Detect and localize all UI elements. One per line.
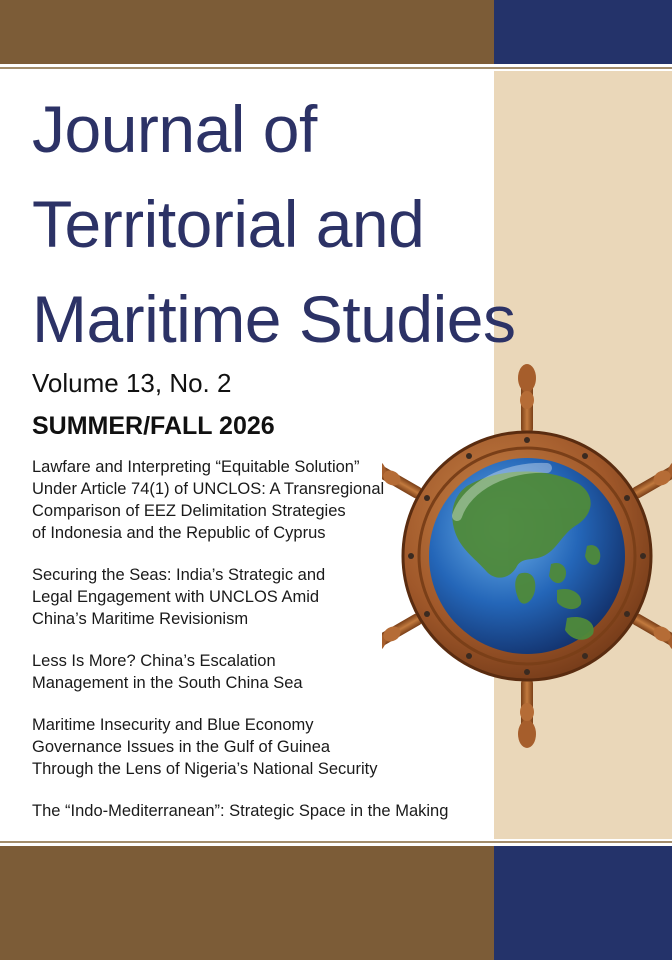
article-title-line: Through the Lens of Nigeria’s National Security bbox=[32, 760, 378, 778]
bottom-color-band bbox=[0, 846, 672, 960]
article-title-line: Governance Issues in the Gulf of Guinea bbox=[32, 738, 331, 756]
article-title-line: China’s Maritime Revisionism bbox=[32, 610, 249, 628]
article-title-line: The “Indo-Mediterranean”: Strategic Space in the Making bbox=[32, 802, 449, 820]
bottom-brown-block bbox=[0, 846, 494, 960]
journal-title-line-2: Territorial and bbox=[32, 187, 425, 261]
article-title-line: Securing the Seas: India’s Strategic and bbox=[32, 566, 326, 584]
journal-title-line-1: Journal of bbox=[32, 92, 317, 166]
top-color-band bbox=[0, 0, 672, 64]
bottom-navy-block bbox=[494, 846, 672, 960]
top-brown-block bbox=[0, 0, 494, 64]
journal-title-line-3: Maritime Studies bbox=[32, 282, 516, 356]
ship-wheel-globe-icon bbox=[382, 364, 672, 748]
article-title-line: Less Is More? China’s Escalation bbox=[32, 652, 276, 670]
article-title-line: Lawfare and Interpreting “Equitable Solution” bbox=[32, 458, 360, 476]
top-navy-block bbox=[494, 0, 672, 64]
journal-title bbox=[32, 82, 516, 367]
article-title-line: Management in the South China Sea bbox=[32, 674, 303, 692]
volume-number: Volume 13, No. 2 bbox=[32, 368, 232, 398]
top-rule bbox=[0, 67, 672, 69]
article-title-line: Legal Engagement with UNCLOS Amid bbox=[32, 588, 320, 606]
bottom-rule bbox=[0, 841, 672, 843]
article-title-line: of Indonesia and the Republic of Cyprus bbox=[32, 524, 326, 542]
article-title bbox=[32, 800, 462, 822]
article-title-line: Maritime Insecurity and Blue Economy bbox=[32, 716, 314, 734]
article-title-line: Comparison of EEZ Delimitation Strategies bbox=[32, 502, 346, 520]
article-title-line: Under Article 74(1) of UNCLOS: A Transregional bbox=[32, 480, 385, 498]
issue-season: SUMMER/FALL 2026 bbox=[32, 412, 275, 440]
